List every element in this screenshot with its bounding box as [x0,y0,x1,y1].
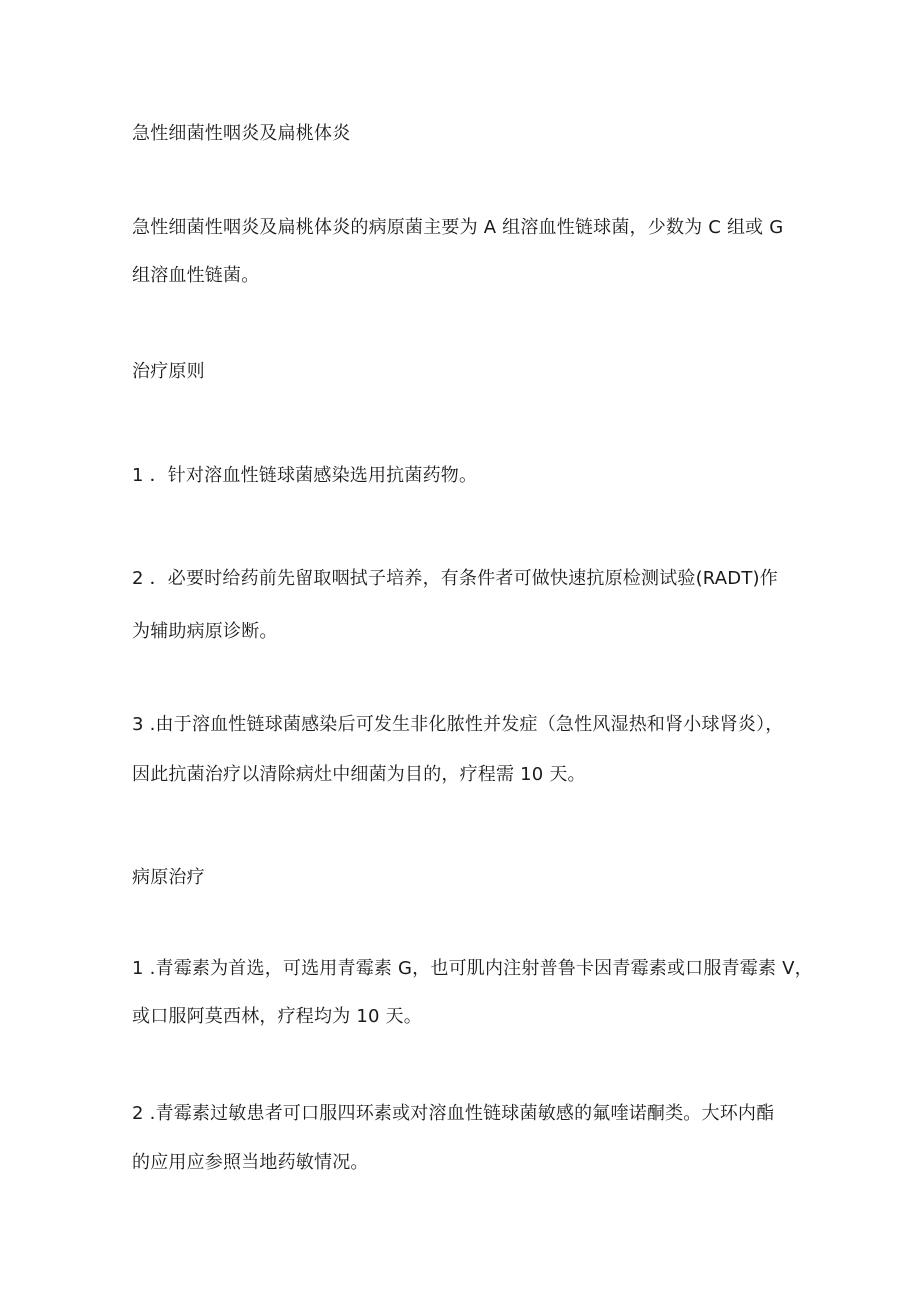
principle-item-2-line-1: 2 ．必要时给药前先留取咽拭子培养，有条件者可做快速抗原检测试验(RADT)作 [132,568,778,589]
document-title: 急性细菌性咽炎及扁桃体炎 [132,123,351,144]
principle-item-3-line-2: 因此抗菌治疗以清除病灶中细菌为目的，疗程需 10 天。 [132,764,586,785]
pathogen-item-1-line-1: 1 .青霉素为首选，可选用青霉素 G，也可肌内注射普鲁卡因青霉素或口服青霉素 V， [132,958,813,979]
pathogen-item-2-line-2: 的应用应参照当地药敏情况。 [132,1152,369,1173]
intro-line-2: 组溶血性链菌。 [132,265,260,286]
principle-item-3-line-1: 3 .由于溶血性链球菌感染后可发生非化脓性并发症（急性风湿热和肾小球肾炎）， [132,714,784,735]
pathogen-item-2-line-1: 2 .青霉素过敏患者可口服四环素或对溶血性链球菌敏感的氟喹诺酮类。大环内酯 [132,1103,775,1124]
pathogen-item-1-line-2: 或口服阿莫西林，疗程均为 10 天。 [132,1006,422,1027]
principle-item-2-line-2: 为辅助病原诊断。 [132,621,278,642]
intro-line-1: 急性细菌性咽炎及扁桃体炎的病原菌主要为 A 组溶血性链球菌，少数为 C 组或 G [132,217,784,238]
section-heading-pathogen-treatment: 病原治疗 [132,867,205,888]
section-heading-treatment-principles: 治疗原则 [132,361,205,382]
principle-item-1-line-1: 1 ．针对溶血性链球菌感染选用抗菌药物。 [132,465,478,486]
